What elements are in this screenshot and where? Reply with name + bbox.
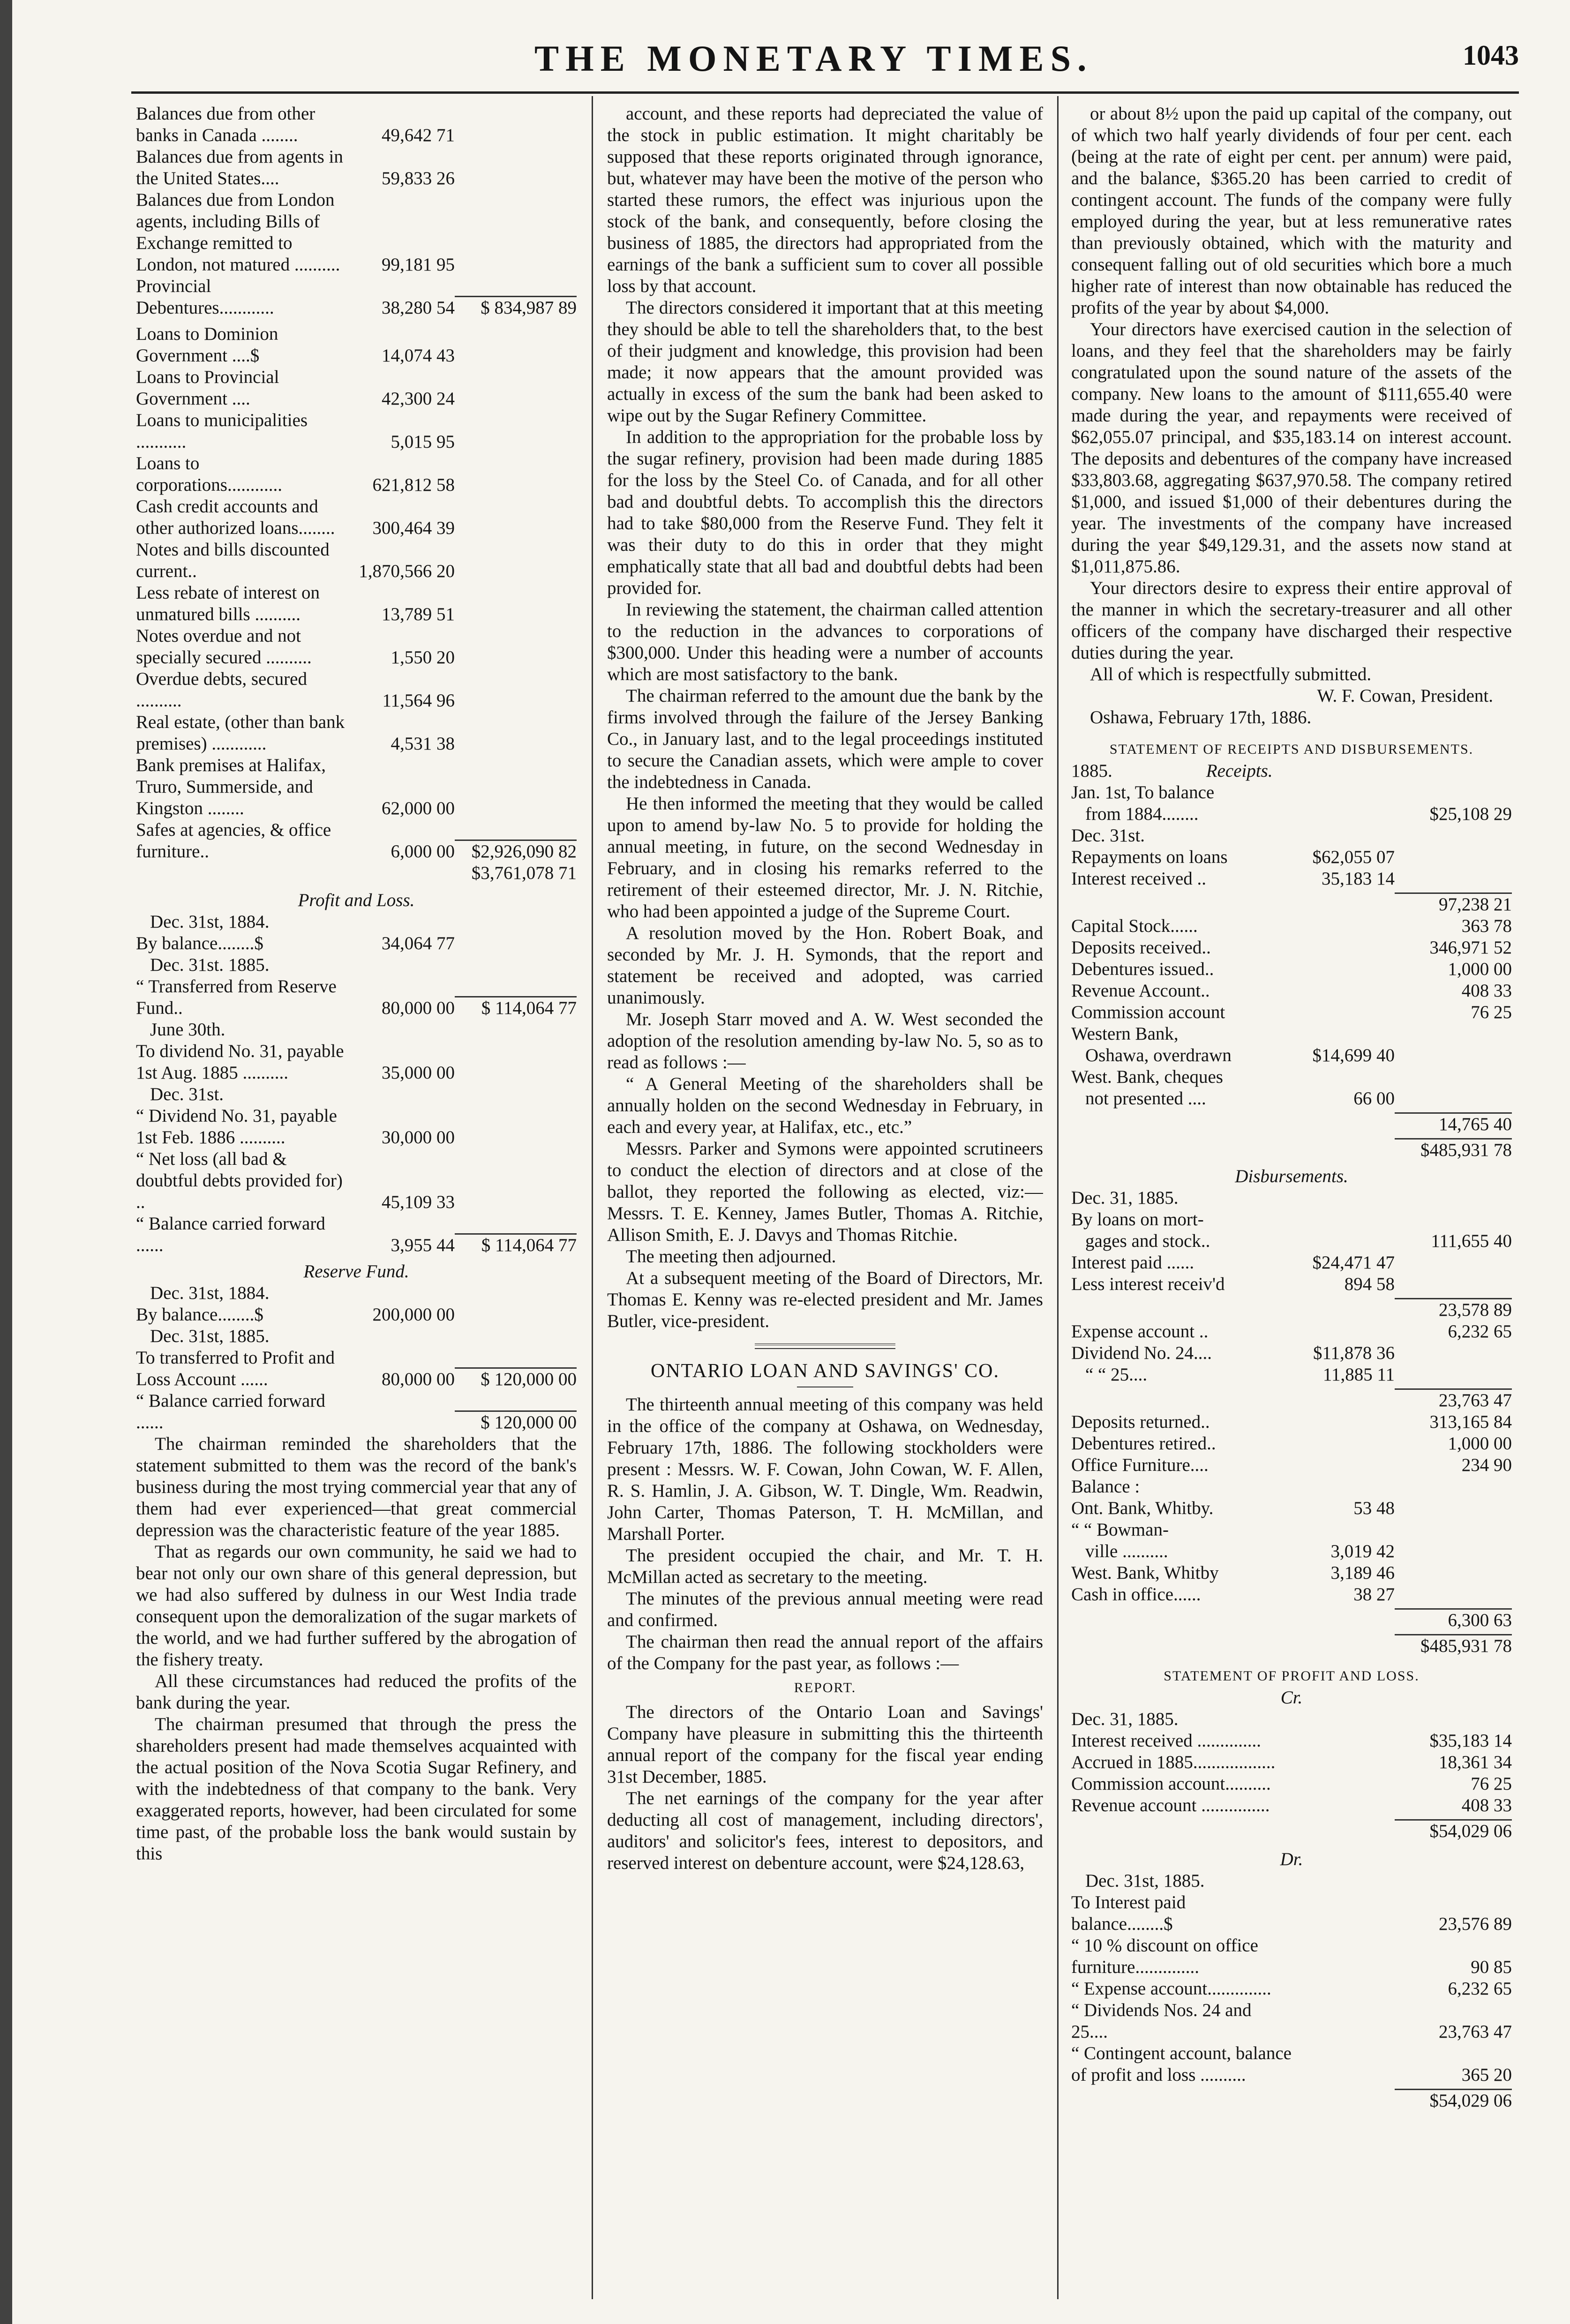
statement-amount: 53 48 [1353, 1498, 1395, 1518]
section-title: ONTARIO LOAN AND SAVINGS' CO. [651, 1360, 999, 1382]
profit-loss-list [136, 911, 577, 1256]
paragraph: “ A General Meeting of the shareholders shall be annually holden on the second Wednesday in February, in each and every year, at Halifax, etc., etc.” [607, 1074, 1043, 1137]
ledger-label: “ Balance carried forward ...... [136, 1391, 325, 1432]
receipts-heading: STATEMENT OF RECEIPTS AND DISBURSEMENTS. [1109, 742, 1474, 757]
paragraph: The president occupied the chair, and Mr. T. H. McMillan acted as secretary to the meeting. [607, 1545, 1043, 1587]
ledger-amount: 3,955 44 [391, 1235, 455, 1255]
paragraph: or about 8½ upon the paid up capital of the company, out of which two half yearly dividends of four per cent. each (being at the rate of eight per cent. per annum) were paid, and the balance, $365.20 has been carried to credit of contingent account. The funds of the company were fully employed during the year, but at less remunerative rates than previously obtained, which with the maturity and consequent falling out of old securities which bore a much higher rate of interest than now obtainable has reduced the profits of the year by about $4,000. [1071, 104, 1512, 318]
ledger-amount: 300,464 39 [372, 518, 455, 538]
statement-amount: 3,019 42 [1330, 1541, 1395, 1561]
statement-row [1071, 1816, 1512, 1842]
statement-label: Revenue account ............... [1071, 1795, 1270, 1815]
statement-row [1071, 782, 1512, 803]
statement-amount: 3,189 46 [1330, 1563, 1395, 1583]
statement-row [1071, 1274, 1512, 1295]
ledger-row [136, 1105, 577, 1148]
statement-row [1071, 1978, 1512, 2000]
ledger-label: Safes at agencies, & office furniture.. [136, 820, 331, 862]
statement-total: $54,029 06 [1395, 1819, 1512, 1842]
statement-row [1071, 1342, 1512, 1364]
ledger-label: Notes overdue and not specially secured .......... [136, 626, 312, 667]
statement-row [1071, 1498, 1512, 1519]
statement-row [1071, 2000, 1512, 2043]
statement-row [1071, 1795, 1512, 1816]
statement-label: By loans on mort- [1071, 1209, 1204, 1229]
statement-total: 346,971 52 [1429, 937, 1512, 958]
paragraph: All these circumstances had reduced the profits of the bank during the year. [136, 1671, 577, 1713]
statement-label: Debentures retired.. [1071, 1433, 1216, 1454]
statement-total: $54,029 06 [1395, 2089, 1512, 2112]
receipts-list [1071, 782, 1512, 1161]
statement-label: Dec. 31, 1885. [1071, 1709, 1179, 1729]
ledger-row [136, 1282, 577, 1304]
statement-label: Dec. 31st. [1071, 825, 1145, 846]
ledger-label: Dec. 31st, 1885. [150, 1326, 270, 1346]
paragraph: The chairman presumed that through the press the shareholders present had made themselves acquainted with the actual position of the Nova Scotia Sugar Refinery, and with the indebtedness of that company to the bank. Very exaggerated reports, however, had been circulated for some time past, of the probable loss the bank would sustain by this [136, 1714, 577, 1864]
ledger-label: To dividend No. 31, payable 1st Aug. 1885 .......... [136, 1041, 344, 1083]
statement-label: “ 10 % discount on office furniture.............. [1071, 1935, 1258, 1977]
statement-total: 6,232 65 [1448, 1979, 1512, 1999]
paragraph: The net earnings of the company for the year after deducting all cost of management, including directors', auditors' and solicitor's fees, interest to depositors, and reserved interest on debenture account, were $24,128.63, [607, 1788, 1043, 1873]
credit-label: Cr. [1280, 1687, 1303, 1708]
statement-amount: 35,183 14 [1322, 869, 1395, 889]
statement-total: 23,576 89 [1439, 1914, 1512, 1934]
statement-total: 365 20 [1461, 2065, 1512, 2085]
statement-total: 90 85 [1471, 1957, 1512, 1977]
statement-row [1071, 1230, 1512, 1252]
statement-label: Deposits received.. [1071, 937, 1211, 958]
ledger-amount: 5,015 95 [391, 432, 455, 452]
statement-label: Interest paid ...... [1071, 1252, 1194, 1273]
disbursements-list [1071, 1187, 1512, 1657]
statement-total: $485,931 78 [1395, 1634, 1512, 1657]
ledger-amount: 35,000 00 [382, 1063, 455, 1083]
statement-label: Ont. Bank, Whitby. [1071, 1498, 1214, 1518]
ledger-row [136, 976, 577, 1019]
statement-row [1071, 1209, 1512, 1230]
statement-row [1071, 980, 1512, 1002]
statement-label: “ “ Bowman- [1071, 1520, 1169, 1540]
statement-row [1071, 1870, 1512, 1892]
assets-loans-list [136, 323, 577, 862]
ledger-label: Loans to corporations............ [136, 453, 282, 495]
paragraph: Messrs. Parker and Symons were appointed scrutineers to conduct the election of directors and at close of the ballot, they reported the following as elected, viz:—Messrs. T. E. Kenney, James Butler, Thomas A. Ritchie, Allison Smith, E. J. Davys and Thomas Ritchie. [607, 1139, 1043, 1245]
ledger-row [136, 755, 577, 819]
statement-row [1071, 1110, 1512, 1135]
statement-label: Dec. 31, 1885. [1071, 1188, 1179, 1208]
statement-amount: $11,878 36 [1313, 1343, 1395, 1363]
statement-row [1071, 1454, 1512, 1476]
ledger-row [136, 103, 577, 146]
statement-label: Less interest receiv'd [1071, 1274, 1225, 1294]
ledger-row [136, 146, 577, 189]
paragraph: A resolution moved by the Hon. Robert Boak, and seconded by Mr. J. H. Symonds, that the report and statement be received and adopted, was carried unanimously. [607, 923, 1043, 1008]
statement-row [1071, 847, 1512, 868]
ledger-label: Balances due from agents in the United States.... [136, 147, 343, 188]
ledger-label: Loans to Provincial Government .... [136, 367, 279, 409]
ledger-amount: 59,833 26 [382, 168, 455, 188]
ledger-total: $ 120,000 00 [455, 1367, 577, 1390]
paragraph: He then informed the meeting that they would be called upon to amend by-law No. 5 to provide for holding the annual meeting, in future, on the second Wednesday in February, and in closing his remarks referred to the retirement of their esteemed director, Mr. J. N. Ritchie, who had been appointed a judge of the Supreme Court. [607, 794, 1043, 922]
ledger-amount: 200,000 00 [372, 1304, 455, 1325]
statement-amount: 11,885 11 [1322, 1364, 1395, 1385]
statement-label: not presented .... [1085, 1088, 1206, 1109]
statement-row [1071, 1002, 1512, 1023]
statement-label: Jan. 1st, To balance [1071, 782, 1215, 802]
statement-row [1071, 1364, 1512, 1386]
statement-total: 76 25 [1471, 1002, 1512, 1022]
statement-total: 23,763 47 [1395, 1388, 1512, 1411]
statement-total: 234 90 [1461, 1455, 1512, 1475]
signature: W. F. Cowan, President. [1317, 686, 1493, 706]
statement-amount: 38 27 [1353, 1584, 1395, 1604]
statement-label: Repayments on loans [1071, 847, 1228, 867]
statement-label: Debentures issued.. [1071, 959, 1214, 979]
ledger-row [136, 1304, 577, 1326]
statement-total: $25,108 29 [1429, 804, 1512, 824]
statement-row [1071, 937, 1512, 959]
statement-label: “ Dividends Nos. 24 and 25.... [1071, 2000, 1252, 2042]
column-1 [136, 103, 577, 2302]
ledger-amount: 30,000 00 [382, 1127, 455, 1147]
report-label: REPORT. [794, 1680, 856, 1695]
ledger-row [136, 712, 577, 755]
ledger-amount: 1,870,566 20 [359, 561, 455, 581]
column-1-paragraphs [136, 1433, 577, 1865]
paragraph: That as regards our own community, he said we had to bear not only our own share of this general depression, but we had also suffered by dulness in our West India trade consequent upon the demoralization of the sugar markets of the world, and we had further suffered by the abrogation of the fishery treaty. [136, 1542, 577, 1670]
statement-row [1071, 1519, 1512, 1541]
masthead-title: THE MONETARY TIMES. [534, 38, 1093, 79]
statement-row [1071, 1066, 1512, 1088]
report-paragraphs [607, 1702, 1043, 1874]
statement-row [1071, 1935, 1512, 1978]
statement-label: Balance : [1071, 1477, 1140, 1497]
disbursements-label: Disbursements. [1235, 1166, 1348, 1186]
ledger-label: “ Transferred from Reserve Fund.. [136, 976, 337, 1018]
statement-total: 1,000 00 [1448, 1433, 1512, 1454]
paragraph: In addition to the appropriation for the probable loss by the sugar refinery, provision had been made during 1885 for the loss by the Steel Co. of Canada, and for all other bad and doubtful debts. To accomplish this the directors had to take $80,000 from the Reserve Fund. They felt it was their duty to do this in order that they might emphatically state that all bad and doubtful debts had been provided for. [607, 427, 1043, 598]
statement-label: West. Bank, Whitby [1071, 1563, 1219, 1583]
ledger-row [136, 367, 577, 410]
statement-row [1071, 1605, 1512, 1631]
statement-row [1071, 1752, 1512, 1773]
statement-row [1071, 1892, 1512, 1935]
statement-total: 18,361 34 [1439, 1752, 1512, 1772]
statement-total: 1,000 00 [1448, 959, 1512, 979]
paragraph: Your directors desire to express their entire approval of the manner in which the secretary-treasurer and all other officers of the company have discharged their respective duties during the year. [1071, 578, 1512, 663]
ledger-total: $ 114,064 77 [455, 996, 577, 1019]
statement-label: Oshawa, overdrawn [1085, 1045, 1232, 1065]
statement-amount: $14,699 40 [1312, 1045, 1395, 1065]
receipts-year-row [1071, 760, 1512, 782]
paragraph: The chairman then read the annual report of the affairs of the Company for the past year, as follows :— [607, 1632, 1043, 1673]
ledger-row [136, 625, 577, 668]
ledger-row [136, 1041, 577, 1084]
paragraph: The meeting then adjourned. [626, 1246, 836, 1267]
ledger-amount: 14,074 43 [382, 345, 455, 366]
paragraph: account, and these reports had depreciated the value of the stock in public estimation. It might charitably be supposed that these reports originated through ignorance, but, whatever may have been the motive of the person who started these rumors, the effect was injurious upon the stock of the bank, and consequently, before closing the business of 1885, the directors had appropriated from the earnings of the bank a sufficient sum to cover all possible loss by that account. [607, 104, 1043, 296]
ledger-amount: 99,181 95 [382, 255, 455, 275]
credit-list [1071, 1709, 1512, 1842]
statement-label: Dividend No. 24.... [1071, 1343, 1212, 1363]
ledger-row [136, 582, 577, 625]
statement-label: Western Bank, [1071, 1024, 1179, 1044]
ledger-label: Loans to municipalities ........... [136, 410, 308, 452]
scan-edge-shadow [0, 0, 12, 2324]
paragraph: The minutes of the previous annual meeting were read and confirmed. [607, 1589, 1043, 1630]
statement-label: Accrued in 1885.................. [1071, 1752, 1276, 1772]
place-date: Oshawa, February 17th, 1886. [1090, 707, 1312, 727]
bank-meeting-paragraphs [607, 103, 1043, 1332]
statement-row [1071, 1088, 1512, 1110]
statement-label: “ Expense account.............. [1071, 1979, 1271, 1999]
statement-row [1071, 1730, 1512, 1752]
statement-row [1071, 1709, 1512, 1730]
ledger-label: Provincial Debentures............ [136, 276, 274, 318]
statement-label: Office Furniture.... [1071, 1455, 1209, 1475]
ledger-row [136, 453, 577, 496]
ledger-label: Balances due from London agents, including Bills of Exchange remitted to London, not matured .......... [136, 190, 340, 275]
column-divider [592, 96, 593, 2299]
ledger-label: Overdue debts, secured .......... [136, 669, 307, 711]
statement-total: $35,183 14 [1429, 1731, 1512, 1751]
ledger-row [136, 1326, 577, 1347]
ledger-amount: 1,550 20 [391, 647, 455, 667]
statement-label: from 1884........ [1085, 804, 1199, 824]
assets-grand-total: $3,761,078 71 [471, 863, 577, 883]
paragraph: All of which is respectfully submitted. [1090, 664, 1372, 684]
statement-row [1071, 1773, 1512, 1795]
statement-label: “ “ 25.... [1085, 1364, 1148, 1385]
report-continuation-paragraphs [1071, 103, 1512, 685]
paragraph: The thirteenth annual meeting of this company was held in the office of the company at Oshawa, on Wednesday, February 17th, 1886. The following stockholders were present : Messrs. W. F. Cowan, John Cowan, W. F. Allen, R. S. Hamlin, J. A. Gibson, W. T. Dingle, Wm. Readwin, John Carter, Thomas Paterson, T. H. McMillan, and Marshall Porter. [607, 1394, 1043, 1544]
ledger-label: June 30th. [150, 1020, 225, 1040]
ledger-row [136, 1213, 577, 1256]
ledger-amount: 45,109 33 [382, 1192, 455, 1212]
ledger-row [136, 668, 577, 712]
ledger-row [136, 933, 577, 954]
header-rule [131, 91, 1519, 94]
ledger-amount: 13,789 51 [382, 604, 455, 624]
column-divider [1057, 96, 1059, 2299]
receipts-label: Receipts. [1206, 761, 1273, 781]
statement-amount: 894 58 [1344, 1274, 1395, 1294]
statement-total: 6,232 65 [1448, 1321, 1512, 1342]
statement-row [1071, 1023, 1512, 1045]
debit-label: Dr. [1280, 1849, 1303, 1869]
statement-label: Commission account.......... [1071, 1774, 1271, 1794]
statement-row [1071, 1321, 1512, 1342]
statement-total: 23,763 47 [1439, 2022, 1512, 2042]
ledger-label: “ Balance carried forward ...... [136, 1214, 325, 1255]
ledger-amount: 11,564 96 [382, 690, 455, 711]
ledger-amount: 49,642 71 [382, 125, 455, 145]
profit-loss-title: Profit and Loss. [298, 890, 415, 910]
statement-row [1071, 1584, 1512, 1605]
ledger-row [136, 496, 577, 539]
statement-row [1071, 1135, 1512, 1161]
ledger-row [136, 954, 577, 976]
ledger-label: Less rebate of interest on unmatured bills .......... [136, 583, 320, 624]
ledger-label: By balance........$ [136, 933, 263, 953]
ontario-meeting-paragraphs [607, 1394, 1043, 1674]
ledger-row [136, 911, 577, 933]
statement-total: 408 33 [1461, 981, 1512, 1001]
statement-total: 14,765 40 [1395, 1112, 1512, 1135]
ledger-row [136, 1019, 577, 1041]
statement-label: Interest received .............. [1071, 1731, 1262, 1751]
ledger-amount: 80,000 00 [382, 998, 455, 1018]
ledger-label: Balances due from other banks in Canada ........ [136, 104, 316, 145]
statement-row [1071, 959, 1512, 980]
statement-total: 408 33 [1461, 1795, 1512, 1815]
statement-label: Capital Stock...... [1071, 916, 1198, 936]
ledger-label: “ Net loss (all bad & doubtful debts provided for) .. [136, 1149, 343, 1212]
statement-total: 363 78 [1461, 916, 1512, 936]
ledger-amount: 80,000 00 [382, 1369, 455, 1389]
ledger-total: $2,926,090 82 [455, 840, 577, 862]
statement-row [1071, 1476, 1512, 1498]
statement-amount: 66 00 [1353, 1088, 1395, 1109]
statement-row [1071, 1411, 1512, 1433]
statement-row [1071, 1187, 1512, 1209]
statement-row [1071, 1295, 1512, 1321]
statement-label: Interest received .. [1071, 869, 1207, 889]
paragraph: In reviewing the statement, the chairman called attention to the reduction in the advances to corporations of $300,000. Under this heading were a number of accounts which are most satisfactory to the bank. [607, 600, 1043, 684]
ledger-label: Dec. 31st. [150, 1084, 224, 1104]
statement-label: To Interest paid balance........$ [1071, 1892, 1186, 1934]
reserve-fund-title: Reserve Fund. [303, 1261, 409, 1282]
statement-total: $485,931 78 [1395, 1138, 1512, 1161]
ledger-label: To transferred to Profit and Loss Account ...... [136, 1348, 335, 1389]
statement-total: 6,300 63 [1395, 1608, 1512, 1631]
ledger-label: Dec. 31st, 1884. [150, 1283, 270, 1303]
ledger-amount: 6,000 00 [391, 841, 455, 862]
debit-list [1071, 1870, 1512, 2112]
ledger-row [136, 1347, 577, 1390]
statement-row [1071, 1386, 1512, 1411]
paragraph: The chairman referred to the amount due the bank by the firms involved through the failure of the Jersey Banking Co., in January last, and to the legal proceedings instituted to secure the Canadian assets, which were ample to cover the indebtedness in Canada. [607, 686, 1043, 792]
ledger-amount: 38,280 54 [382, 298, 455, 318]
ledger-row [136, 1148, 577, 1213]
section-separator [755, 1343, 895, 1349]
paragraph: Your directors have exercised caution in the selection of loans, and they feel that the shareholders may be fairly congratulated upon the sound nature of the assets of the company. New loans to the amount of $111,655.40 were made during the year, and repayments were received of $62,055.07 principal, and $35,183.14 on interest account. The deposits and debentures of the company have increased $33,803.68, aggregating $637,970.58. The company retired $1,000, and issued $1,000 of their debentures during the year. The investments of the company have increased during the year $49,129.31, and the assets now stand at $1,011,875.86. [1071, 319, 1512, 577]
assets-top-list [136, 103, 577, 319]
ledger-label: Loans to Dominion Government ....$ [136, 324, 278, 366]
ledger-total: $ 834,987 89 [455, 296, 577, 319]
paragraph: Mr. Joseph Starr moved and A. W. West seconded the adoption of the resolution amending by-law No. 5, so as to read as follows :— [607, 1009, 1043, 1072]
statement-row [1071, 825, 1512, 847]
ledger-label: Dec. 31st, 1884. [150, 912, 270, 932]
page-header [131, 28, 1519, 84]
statement-label: Deposits returned.. [1071, 1412, 1210, 1432]
ledger-total: $ 114,064 77 [455, 1233, 577, 1256]
ledger-row [136, 819, 577, 862]
paragraph: At a subsequent meeting of the Board of Directors, Mr. Thomas E. Kenny was re-elected president and Mr. James Butler, vice-president. [607, 1268, 1043, 1331]
statement-label: “ Contingent account, balance of profit and loss .......... [1071, 2043, 1292, 2085]
statement-label: Revenue Account.. [1071, 981, 1210, 1001]
ledger-amount: 4,531 38 [391, 734, 455, 754]
statement-row [1071, 2086, 1512, 2112]
statement-row [1071, 2043, 1512, 2086]
statement-label: Cash in office...... [1071, 1584, 1201, 1604]
ledger-amount: 34,064 77 [382, 933, 455, 953]
ledger-label: Bank premises at Halifax, Truro, Summerside, and Kingston ........ [136, 755, 326, 818]
statement-label: Commission account [1071, 1002, 1225, 1022]
statement-label: Dec. 31st, 1885. [1085, 1871, 1205, 1891]
ledger-label: Cash credit accounts and other authorized loans........ [136, 496, 335, 538]
profit-loss-heading: STATEMENT OF PROFIT AND LOSS. [1164, 1668, 1420, 1684]
statement-amount: $24,471 47 [1312, 1252, 1395, 1273]
statement-total: 76 25 [1471, 1774, 1512, 1794]
ledger-label: By balance........$ [136, 1304, 263, 1325]
statement-total: 111,655 40 [1431, 1231, 1512, 1251]
reserve-fund-list [136, 1282, 577, 1433]
ledger-label: Notes and bills discounted current.. [136, 540, 330, 581]
receipts-year: 1885. [1071, 761, 1112, 781]
ledger-row [136, 410, 577, 453]
ledger-amount: 621,812 58 [372, 475, 455, 495]
page-number: 1043 [1463, 40, 1519, 71]
ledger-label: Dec. 31st. 1885. [150, 955, 270, 975]
statement-label: Expense account .. [1071, 1321, 1209, 1342]
statement-label: ville .......... [1085, 1541, 1168, 1561]
ledger-amount: 62,000 00 [382, 798, 455, 818]
statement-row [1071, 1252, 1512, 1274]
paragraph: The directors of the Ontario Loan and Savings' Company have pleasure in submitting this the thirteenth annual report of the company for the fiscal year ending 31st December, 1885. [607, 1702, 1043, 1787]
ledger-row [136, 1390, 577, 1433]
ledger-row [136, 1084, 577, 1105]
statement-row [1071, 803, 1512, 825]
statement-row [1071, 1045, 1512, 1066]
ledger-row [136, 276, 577, 319]
statement-total: 23,578 89 [1395, 1298, 1512, 1321]
ledger-row [136, 539, 577, 582]
paragraph: The chairman reminded the shareholders that the statement submitted to them was the record of the bank's business during the most trying commercial year that any of them had ever experienced—that great commercial depression was the characteristic feature of the year 1885. [136, 1434, 577, 1540]
ledger-total: $ 120,000 00 [455, 1410, 577, 1433]
statement-row [1071, 1433, 1512, 1454]
statement-row [1071, 1562, 1512, 1584]
statement-amount: $62,055 07 [1312, 847, 1395, 867]
assets-grand-total-row [136, 862, 577, 884]
statement-total: 97,238 21 [1395, 892, 1512, 915]
ledger-row [136, 189, 577, 276]
statement-row [1071, 1631, 1512, 1657]
statement-row [1071, 915, 1512, 937]
statement-row [1071, 868, 1512, 890]
ledger-row [136, 323, 577, 367]
column-2 [607, 103, 1043, 2302]
ledger-label: Real estate, (other than bank premises) ............ [136, 712, 345, 754]
ledger-amount: 42,300 24 [382, 389, 455, 409]
ledger-label: “ Dividend No. 31, payable 1st Feb. 1886 .......... [136, 1106, 337, 1147]
statement-label: gages and stock.. [1085, 1231, 1210, 1251]
statement-total: 313,165 84 [1429, 1412, 1512, 1432]
statement-label: West. Bank, cheques [1071, 1067, 1223, 1087]
statement-row [1071, 890, 1512, 915]
column-3 [1071, 103, 1512, 2302]
paragraph: The directors considered it important that at this meeting they should be able to tell the shareholders that, to the best of their judgment and knowledge, this provision had been made; it now appears that the amount provided was actually in excess of the sum the bank had been asked to wipe out by the Sugar Refinery Committee. [607, 298, 1043, 426]
statement-row [1071, 1541, 1512, 1562]
